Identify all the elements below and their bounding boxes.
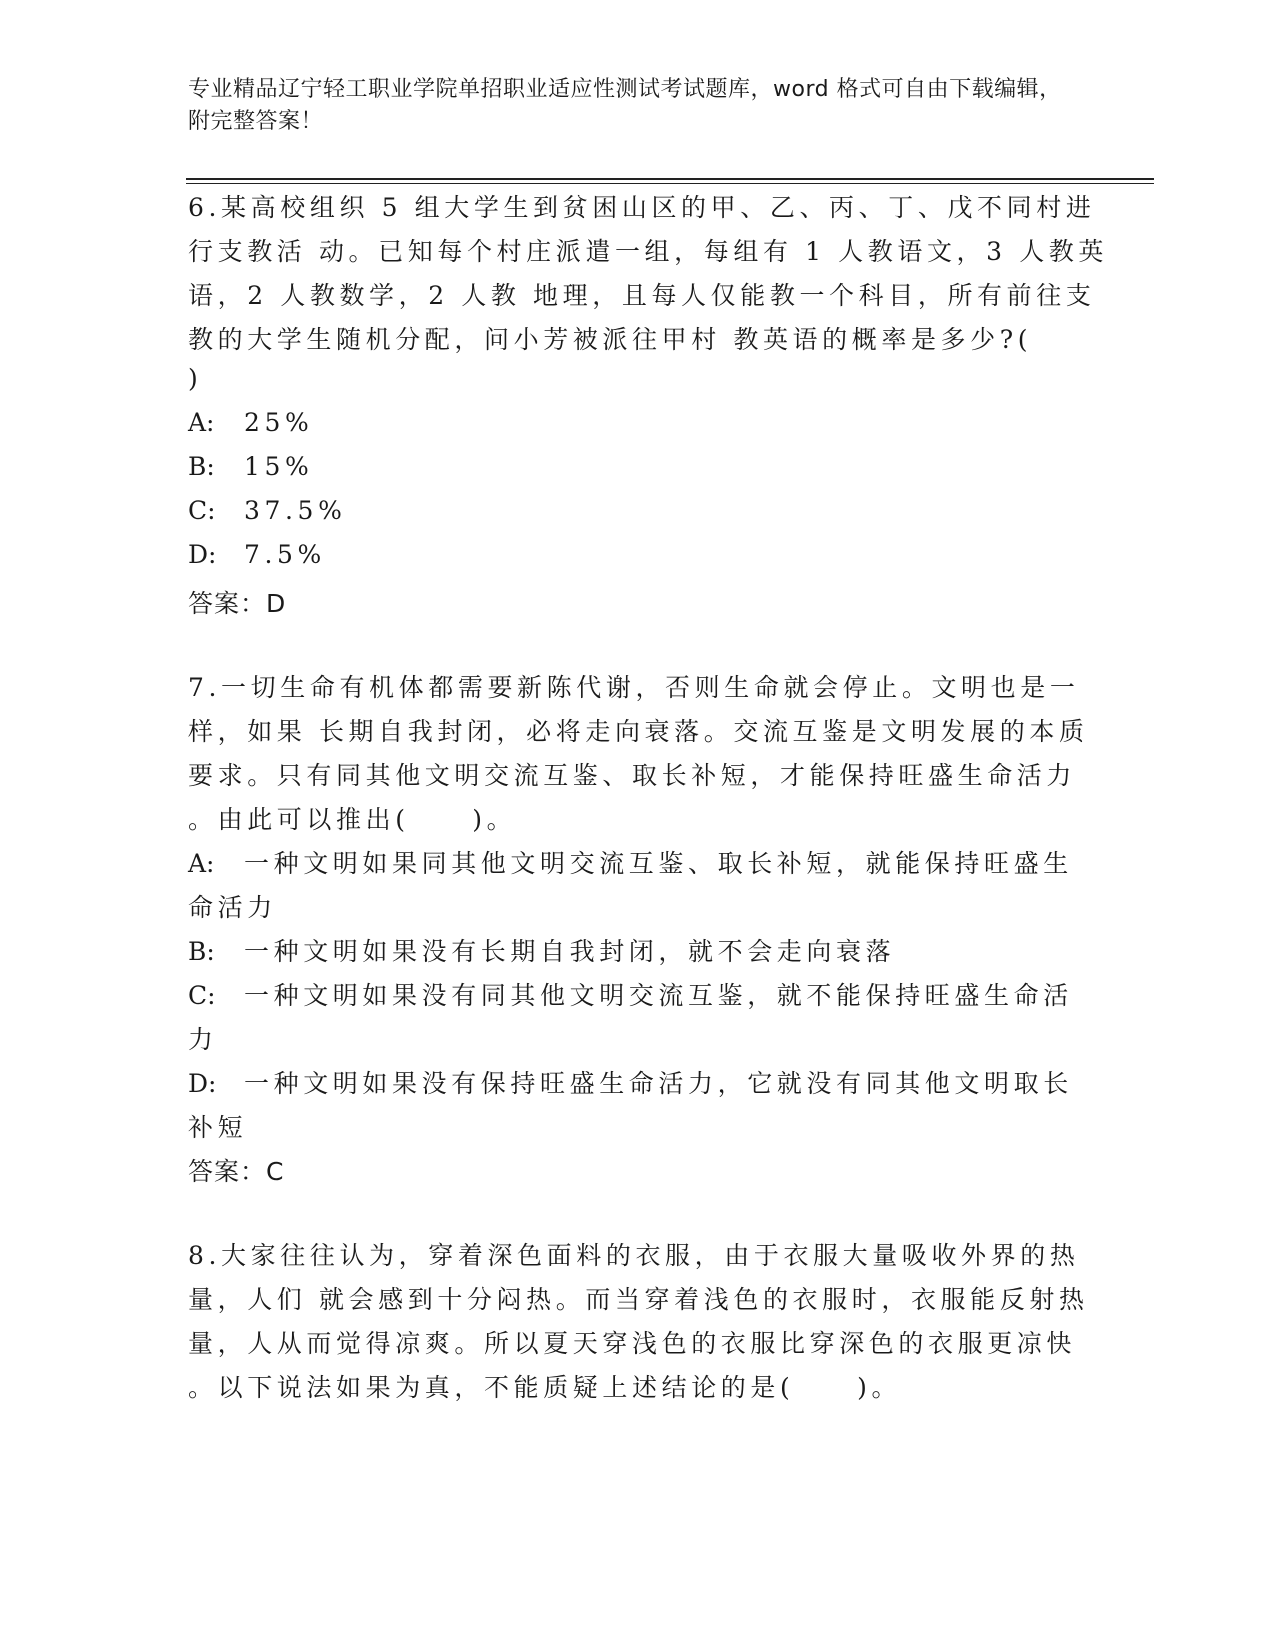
q6-text-line: 行支教活 动。已知每个村庄派遣一组，每组有 1 人教语文，3 人教英 (188, 237, 1109, 266)
q7-answer: 答案：C (188, 1157, 285, 1186)
option-key: D: (188, 1069, 217, 1098)
q6-text-line: ) (188, 364, 203, 393)
option-text: 25% (244, 408, 314, 437)
q7-option-c-continuation: 力 (188, 1025, 218, 1054)
q7-option-c (188, 976, 1073, 1012)
q6-answer: 答案：D (188, 589, 287, 618)
option-text: 15% (244, 452, 314, 481)
page-header: 专业精品辽宁轻工职业学院单招职业适应性测试考试题库，word 格式可自由下载编辑，附完整答案！ (188, 77, 1062, 134)
q8-text-line: 。以下说法如果为真，不能质疑上述结论的是( )。 (188, 1373, 902, 1402)
header-rule-thick (186, 178, 1154, 180)
q6-option-c (188, 496, 346, 525)
q7-text-line: 。由此可以推出( )。 (188, 805, 517, 834)
q7-text-line: 要求。只有同其他文明交流互鉴、取长补短，才能保持旺盛生命活力 (188, 761, 1077, 790)
q8-text-line: 量，人们 就会感到十分闷热。而当穿着浅色的衣服时，衣服能反射热 (188, 1285, 1089, 1314)
option-key: B: (188, 452, 215, 481)
q6-option-b (188, 452, 313, 481)
q7-option-d-continuation: 补短 (188, 1113, 248, 1142)
q7-option-a (188, 844, 1073, 880)
option-text: 一种文明如果没有同其他文明交流互鉴，就不能保持旺盛生命活 (244, 981, 1073, 1010)
q6-text-line: 教的大学生随机分配，问小芳被派往甲村 教英语的概率是多少?( (188, 325, 1033, 354)
q8-text-line: 量，人从而觉得凉爽。所以夏天穿浅色的衣服比穿深色的衣服更凉快 (188, 1329, 1077, 1358)
option-text: 一种文明如果没有保持旺盛生命活力，它就没有同其他文明取长 (244, 1069, 1073, 1098)
q8-text-line: 8.大家往往认为，穿着深色面料的衣服，由于衣服大量吸收外界的热 (188, 1241, 1080, 1270)
q7-option-d (188, 1064, 1073, 1100)
q6-option-a (188, 408, 313, 437)
q6-text-line: 语，2 人教数学，2 人教 地理，且每人仅能教一个科目，所有前往支 (188, 281, 1096, 310)
q7-option-b (188, 932, 895, 968)
option-text: 37.5% (244, 496, 347, 525)
option-key: C: (188, 981, 216, 1010)
option-text: 7.5% (244, 540, 326, 569)
q6-text-line: 6.某高校组织 5 组大学生到贫困山区的甲、乙、丙、丁、戊不同村进 (188, 193, 1096, 222)
q6-option-d (188, 540, 326, 569)
option-text: 一种文明如果没有长期自我封闭，就不会走向衰落 (244, 937, 896, 966)
q7-option-a-continuation: 命活力 (188, 893, 277, 922)
q7-text-line: 样，如果 长期自我封闭，必将走向衰落。交流互鉴是文明发展的本质 (188, 717, 1089, 746)
option-key: C: (188, 496, 216, 525)
header-rule-thin (186, 183, 1154, 184)
option-key: D: (188, 540, 217, 569)
option-key: A: (188, 408, 215, 437)
option-key: B: (188, 937, 215, 966)
q7-text-line: 7.一切生命有机体都需要新陈代谢，否则生命就会停止。文明也是一 (188, 673, 1080, 702)
option-key: A: (188, 849, 215, 878)
option-text: 一种文明如果同其他文明交流互鉴、取长补短，就能保持旺盛生 (244, 849, 1073, 878)
